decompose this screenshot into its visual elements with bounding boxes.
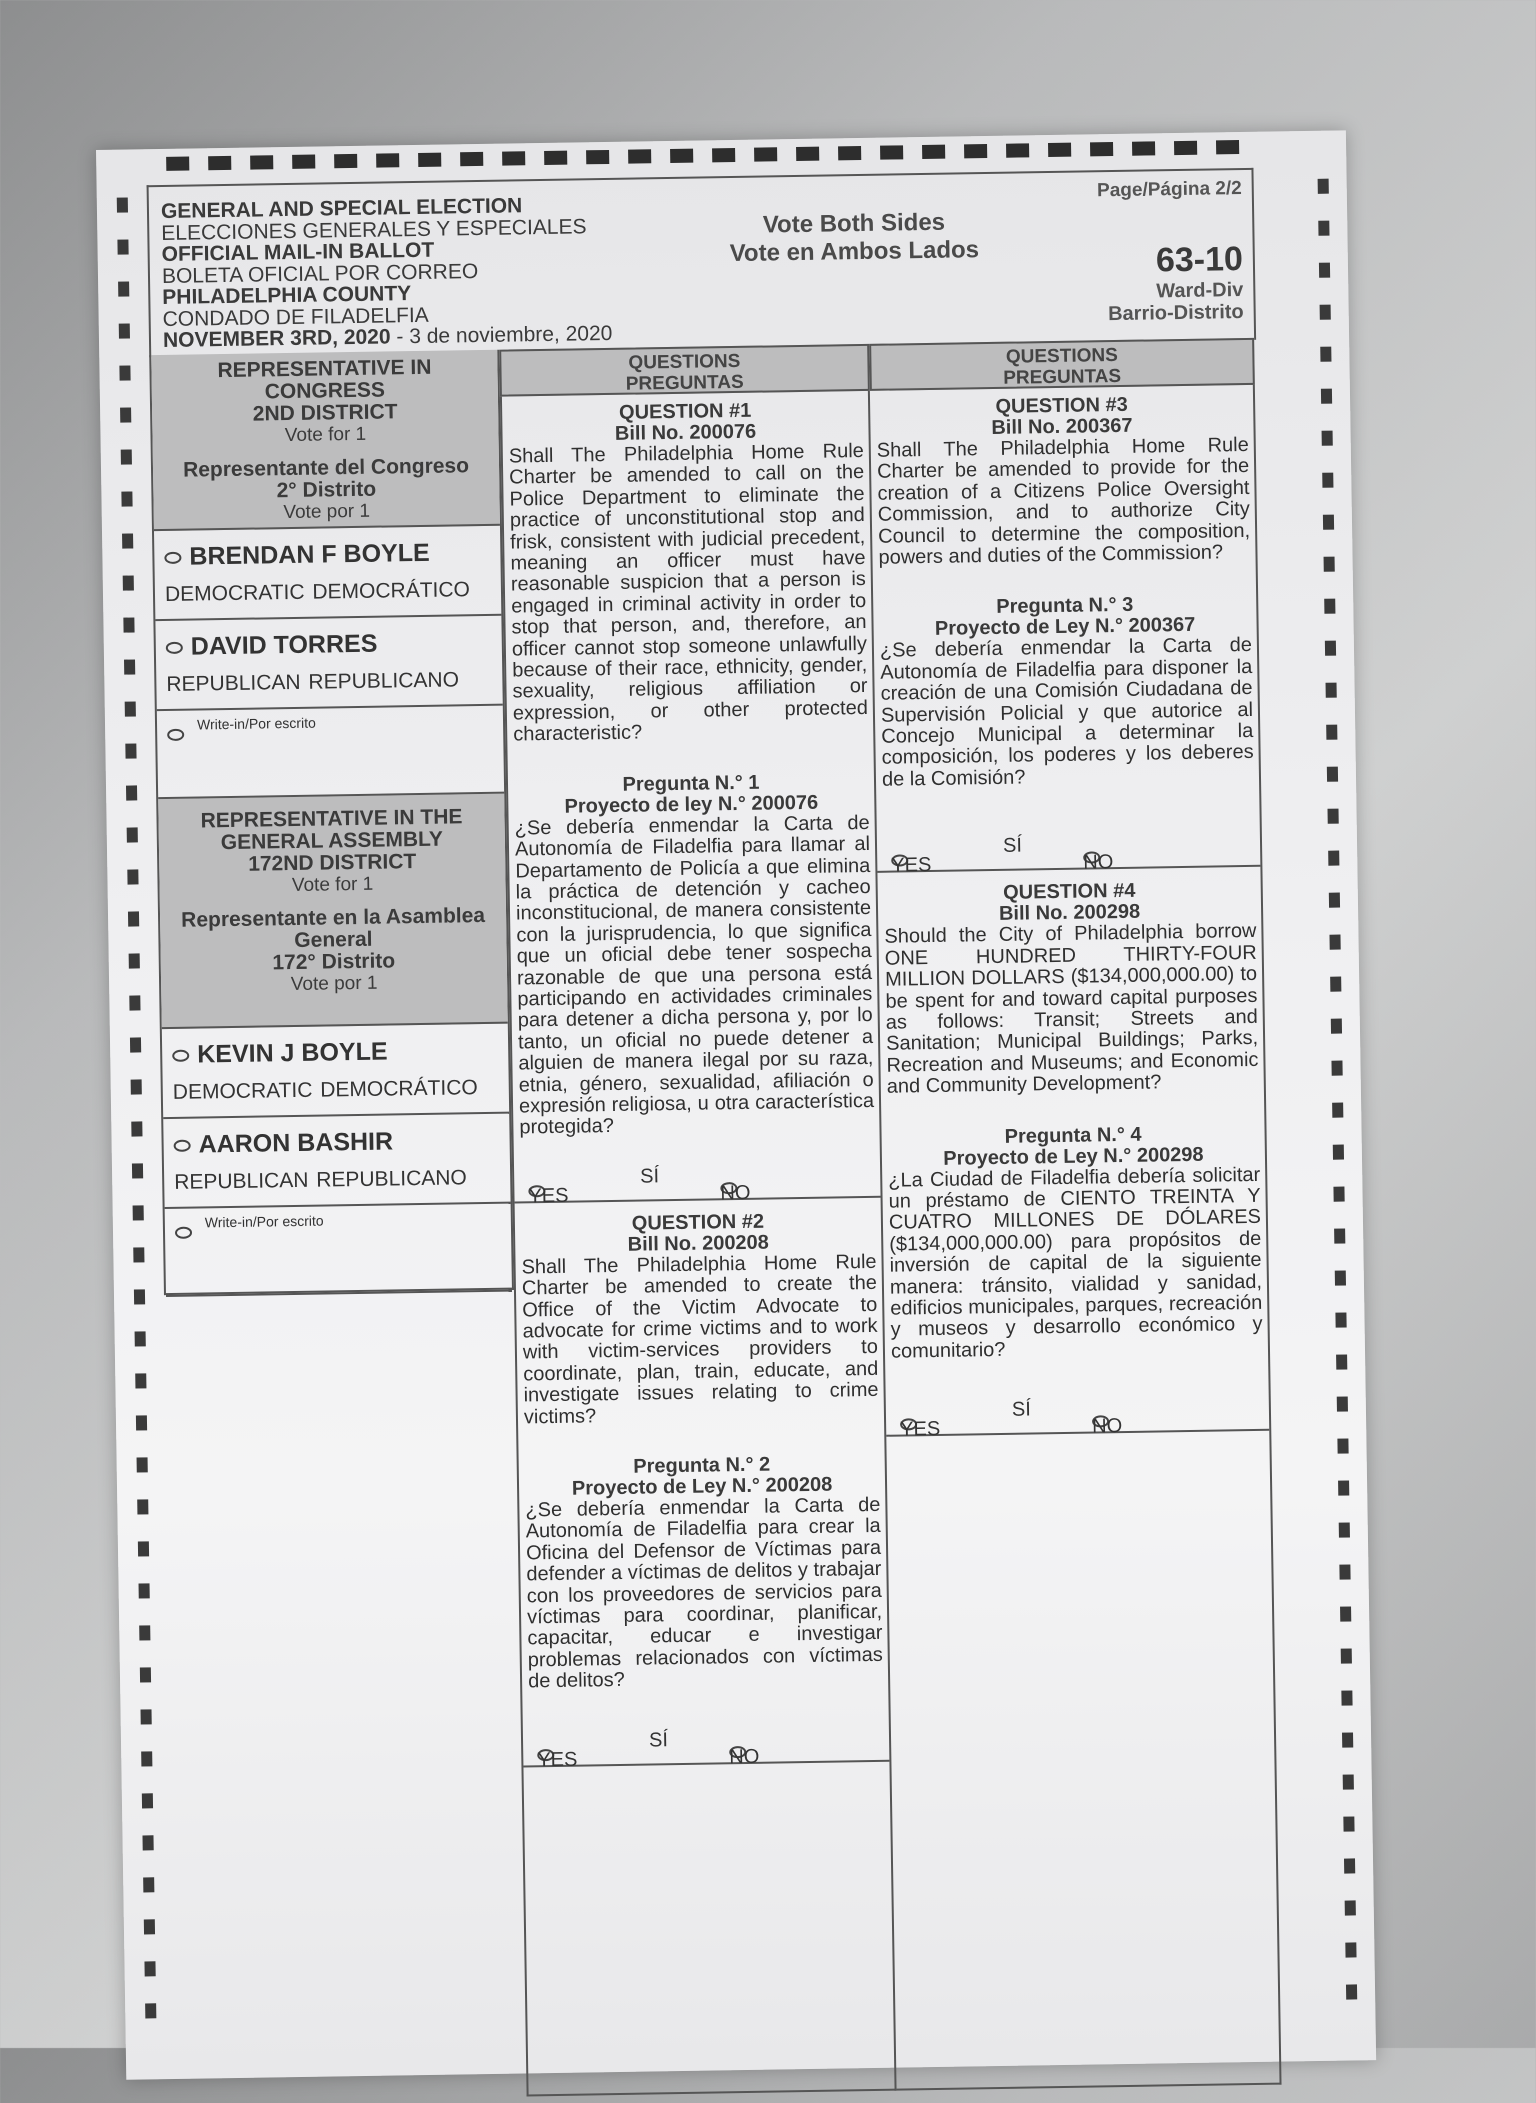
election-title-en: GENERAL AND SPECIAL ELECTION xyxy=(160,194,523,223)
vote-both-sides: Vote Both Sides Vote en Ambos Lados xyxy=(729,208,980,268)
questions-header-col3: QUESTIONS PREGUNTAS xyxy=(869,338,1255,391)
ballot-frame xyxy=(147,168,1292,2085)
election-info xyxy=(161,194,613,352)
question-3-text: Shall The Philadelphia Home Rule Charter be amended to provide for the creation of a Citizens Police Oversight Commission, and to authorize City Council to determine the composition, powers and duties of the Commission? xyxy=(876,433,1251,569)
write-in-general-assembly[interactable]: Write-in/Por escrito xyxy=(165,1204,512,1297)
candidate-brendan-f-boyle[interactable]: BRENDAN F BOYLE DEMOCRATIC DEMOCRÁTICO xyxy=(154,526,501,621)
vote-bubble[interactable] xyxy=(166,642,183,654)
ballot-type-es: BOLETA OFICIAL POR CORREO xyxy=(161,259,479,288)
candidate-kevin-j-boyle[interactable]: KEVIN J BOYLE DEMOCRATIC DEMOCRÁTICO xyxy=(162,1024,509,1119)
question-1-options: YES SÍ NO xyxy=(514,1144,881,1204)
question-2-text-es: ¿Se debería enmendar la Carta de Autonomía de Filadelfia para crear la Oficina del Defensor de Víctimas para defender a víctimas de delitos y trabajar con los proveedores de servicios para víctimas para coordinar, planificar, capacitar, educar e investigar problemas relacionados con víctimas de delitos? xyxy=(525,1493,883,1693)
write-in-congress[interactable]: Write-in/Por escrito xyxy=(157,706,504,799)
office-congress: REPRESENTATIVE IN CONGRESS 2ND DISTRICT Vote for 1 Representante del Congreso 2° Distrito Vote por 1 xyxy=(151,350,500,531)
vote-bubble[interactable] xyxy=(174,1140,191,1152)
question-2-options: YES SÍ NO xyxy=(523,1707,890,1767)
vote-bubble[interactable] xyxy=(172,1050,189,1062)
ballot-type-en: OFFICIAL MAIL-IN BALLOT xyxy=(161,238,435,266)
vote-bubble[interactable] xyxy=(175,1227,192,1239)
question-3-options: YES SÍ NO xyxy=(877,813,1261,873)
question-2: QUESTION #2 Bill No. 200208 Shall The Philadelphia Home Rule Charter be amended to create the Office of the Victim Advocate to advocate for crime victims and to work with victim-services providers to coordinate, plan, train, educate, and investigate issues relating to crime victims? Pregunta N.° 2 Proyecto de Ley N.° 200208 ¿Se debería enmendar la Carta de Autonomía de Filadelfia para crear la Oficina del Defensor de Víctimas para defender a víctimas de delitos y trabajar con los proveedores de servicios para víctimas para coordinar, planificar, capacitar, educar e investigar problemas relacionados con víctimas de delitos? xyxy=(515,1198,889,1694)
perforation-right xyxy=(1318,179,1358,2000)
offices-column xyxy=(149,350,514,1295)
perforation-top xyxy=(166,140,1239,171)
county-en: PHILADELPHIA COUNTY xyxy=(162,282,412,309)
candidate-aaron-bashir[interactable]: AARON BASHIR REPUBLICAN REPUBLICANO xyxy=(163,1114,510,1209)
county-es: CONDADO DE FILADELFIA xyxy=(162,303,429,331)
question-3-text-es: ¿Se debería enmendar la Carta de Autonomía de Filadelfia para disponer la creación de una Comisión Ciudadana de Supervisión Policial y que autorice al Concejo Municipal a determinar la composición, los poderes y los deberes de la Comisión? xyxy=(879,634,1254,791)
question-3: QUESTION #3 Bill No. 200367 Shall The Philadelphia Home Rule Charter be amended to provide for the creation of a Citizens Police Oversight Commission, and to authorize City Council to determine the composition, powers and duties of the Commission? Pregunta N.° 3 Proyecto de Ley N.° 200367 ¿Se debería enmendar la Carta de Autonomía de Filadelfia para disponer la creación de una Comisión Ciudadana de Supervisión Policial y que autorice al Concejo Municipal a determinar la composición, los poderes y los deberes de la Comisión? xyxy=(870,385,1259,791)
question-2-text: Shall The Philadelphia Home Rule Charter be amended to create the Office of the Victim Advocate to advocate for crime victims and to work with victim-services providers to coordinate, plan, train, educate, and investigate issues relating to crime victims? xyxy=(521,1250,879,1429)
question-1: QUESTION #1 Bill No. 200076 Shall The Philadelphia Home Rule Charter be amended to call on the Police Department to eliminate the practice of unconstitutional stop and frisk, consistent with judicial precedent, meaning an officer must have reasonable suspicion that a person is engaged in criminal activity in order to stop that person, and, therefore, an officer cannot stop someone unlawfully because of their race, ethnicity, gender, sexuality, religious affiliation or expression, or other protected characteristic? Pregunta N.° 1 Proyecto de ley N.° 200076 ¿Se debería enmendar la Carta de Autonomía de Filadelfia para llamar al Departamento de Policía a que elimina la práctica de detención y cacheo inconstitucional, de manera consistente con la jurisprudencia, lo que significa que un oficial debe tener sospecha razonable de que una persona está participando en actividades criminales para detener a dicha persona y, por lo tanto, un oficial no puede detener a alguien de manera ilegal por su raza, etnia, género, sexualidad, afiliación o expresión religiosa, u otra característica protegida? xyxy=(502,391,880,1139)
ballot-paper xyxy=(96,130,1376,2079)
questions-column-1 xyxy=(500,391,897,2097)
election-date: NOVEMBER 3RD, 2020 - 3 de noviembre, 2020 xyxy=(162,321,613,352)
question-1-text: Shall The Philadelphia Home Rule Charter be amended to call on the Police Department to eliminate the practice of unconstitutional stop and frisk, consistent with judicial precedent, meaning an officer must have reasonable suspicion that a person is engaged in criminal activity in order to stop that person, and, therefore, an officer cannot stop someone unlawfully because of their race, ethnicity, gender, sexuality, religious affiliation or expression, or other protected characteristic? xyxy=(508,439,869,746)
page-number: Page/Página 2/2 xyxy=(1096,178,1242,202)
vote-bubble[interactable] xyxy=(164,552,181,564)
question-4-text-es: ¿La Ciudad de Filadelfia debería solicitar un préstamo de CIENTO TREINTA Y CUATRO MILLONES DE DÓLARES ($134,000,000.00) para propósitos de inversión de capital de la siguiente manera: tránsito, vialidad y sanidad, edificios municipales, parques, recreación y museos y desarrollo económico y comunitario? xyxy=(888,1163,1263,1363)
question-4-text: Should the City of Philadelphia borrow ONE HUNDRED THIRTY-FOUR MILLION DOLLARS ($134,000,000.00) to be spent for and toward capital purposes as follows: Transit; Streets and Sanitation; Municipal Buildings; Parks, Recreation and Museums; and Economic and Community Development? xyxy=(884,920,1259,1098)
question-1-text-es: ¿Se debería enmendar la Carta de Autonomía de Filadelfia para llamar al Departamento de Policía a que elimina la práctica de detención y cacheo inconstitucional, de manera consistente con la jurisprudencia, lo que significa que un oficial debe tener sospecha razonable de que una persona está participando en actividades criminales para detener a dicha persona y, por lo tanto, un oficial no puede detener a alguien de manera ilegal por su raza, etnia, género, sexualidad, afiliación o expresión religiosa, u otra característica protegida? xyxy=(514,811,875,1139)
questions-header-col2: QUESTIONS PREGUNTAS xyxy=(499,344,870,397)
questions-column-2 xyxy=(870,385,1282,2091)
office-general-assembly: REPRESENTATIVE IN THE GENERAL ASSEMBLY 172ND DISTRICT Vote for 1 Representante en la Asamblea General 172° Distrito Vote por 1 xyxy=(158,794,508,1029)
ballot-header xyxy=(147,168,1257,357)
election-title-es: ELECCIONES GENERALES Y ESPECIALES xyxy=(161,214,587,245)
question-4: QUESTION #4 Bill No. 200298 Should the City of Philadelphia borrow ONE HUNDRED THIRTY-FOUR MILLION DOLLARS ($134,000,000.00) to be spent for and toward capital purposes as follows: Transit; Streets and Sanitation; Municipal Buildings; Parks, Recreation and Museums; and Economic and Community Development? Pregunta N.° 4 Proyecto de Ley N.° 200298 ¿La Ciudad de Filadelfia debería solicitar un préstamo de CIENTO TREINTA Y CUATRO MILLONES DE DÓLARES ($134,000,000.00) para propósitos de inversión de capital de la siguiente manera: tránsito, vialidad y sanidad, edificios municipales, parques, recreación y museos y desarrollo económico y comunitario? xyxy=(877,867,1268,1363)
question-4-options: YES SÍ NO xyxy=(885,1377,1269,1437)
ward-info: Page/Página 2/2 63-10 Ward-Div Barrio-Distrito xyxy=(1096,178,1244,326)
vote-bubble[interactable] xyxy=(167,729,184,741)
ward-division-number: 63-10 xyxy=(1155,240,1244,280)
candidate-david-torres[interactable]: DAVID TORRES REPUBLICAN REPUBLICANO xyxy=(155,616,502,711)
